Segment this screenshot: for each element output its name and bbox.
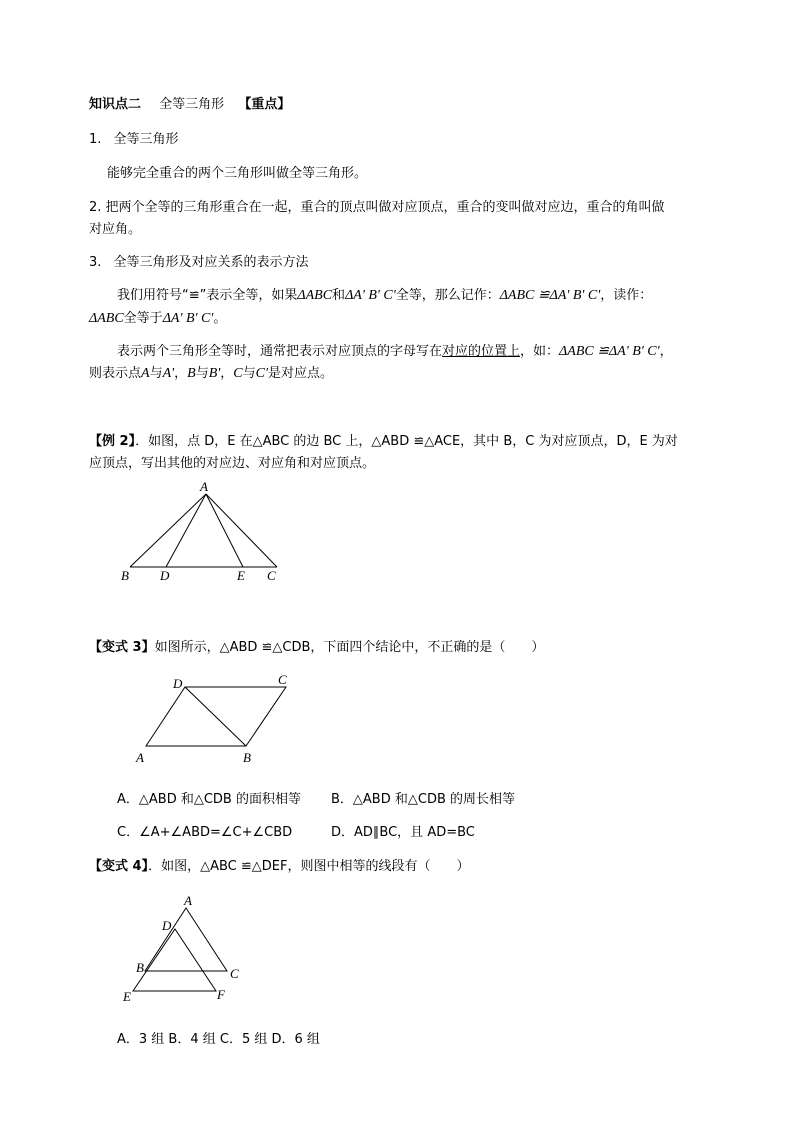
point-label: B: [187, 366, 196, 381]
formula-abc: ΔABC: [297, 288, 333, 303]
variant-3-option-c[interactable]: C．∠A+∠ABD=∠C+∠CBD: [117, 825, 293, 840]
variant-3-option-a[interactable]: A．△ABD 和△CDB 的面积相等: [117, 792, 301, 807]
point-label: C: [233, 366, 243, 381]
item-1-number: 1.: [89, 132, 102, 147]
vertex-label-b: B: [243, 750, 251, 765]
formula-congruence: ΔABC ≌ΔA' B' C': [559, 344, 660, 359]
item-2-line-1: 2. 把两个全等的三角形重合在一起，重合的顶点叫做对应顶点，重合的变叫做对应边，重合的角叫做: [89, 200, 665, 215]
example-2-text: ．如图，点 D，E 在△ABC 的边 BC 上，△ABD ≌△ACE，其中 B，C 为对应顶点，D，E 为对: [135, 434, 678, 449]
correspondence-text: ，: [174, 366, 188, 381]
formula-a-prime: ΔA' B' C': [345, 288, 396, 303]
correspondence-text: ，如：: [520, 344, 560, 359]
vertex-label-d: D: [162, 918, 172, 933]
variant-4-tag: 【变式 4】: [89, 859, 149, 874]
point-label: A: [141, 366, 150, 381]
section-label: 知识点二: [89, 97, 142, 112]
notation-text: 我们用符号“≌”表示全等，如果: [117, 288, 298, 303]
variant-3-tag: 【变式 3】: [89, 640, 155, 655]
triangle-abc: [145, 908, 227, 971]
correspondence-text: 是对应点。: [268, 366, 334, 381]
notation-text: 全等于: [123, 311, 163, 326]
point-label: C': [255, 366, 268, 381]
item-3-number: 3.: [89, 255, 102, 270]
vertex-label-c: C: [267, 568, 276, 583]
notation-text: 全等，那么记作：: [395, 288, 500, 303]
vertex-label-f: F: [217, 987, 225, 1002]
vertex-label-b: B: [121, 568, 129, 583]
point-label: B': [208, 366, 221, 381]
vertex-label-d: D: [160, 568, 170, 583]
formula-congruence: ΔABC ≌ΔA' B' C': [499, 288, 601, 303]
example-2-tag: 【例 2】: [89, 434, 136, 449]
correspondence-text: 表示两个三角形全等时，通常把表示对应顶点的字母写在: [117, 344, 443, 359]
correspondence-text: 则表示点: [89, 366, 142, 381]
variant-4-options[interactable]: A．3 组 B．4 组 C．5 组 D．6 组: [117, 1032, 320, 1047]
vertex-label-e: E: [123, 989, 131, 1004]
formula-a-prime: ΔA' B' C': [162, 311, 214, 326]
item-3-title: 全等三角形及对应关系的表示方法: [113, 255, 309, 270]
vertex-label-e: E: [237, 568, 245, 583]
triangle-def: [133, 929, 216, 991]
vertex-label-a: A: [136, 750, 144, 765]
notation-text: 和: [332, 288, 346, 303]
vertex-label-d: D: [173, 676, 183, 691]
example-2-line-2: 应顶点，写出其他的对应边、对应角和对应顶点。: [89, 456, 376, 471]
vertex-label-b: B: [136, 960, 144, 975]
vertex-label-c: C: [230, 966, 239, 981]
variant-3-option-b[interactable]: B．△ABD 和△CDB 的周长相等: [331, 792, 516, 807]
correspondence-text: ，: [659, 344, 673, 359]
variant-3-option-d[interactable]: D．AD∥BC，且 AD=BC: [331, 825, 475, 840]
point-label: A': [162, 366, 175, 381]
vertex-label-c: C: [278, 672, 287, 687]
notation-text: ，读作：: [600, 288, 653, 303]
item-2-line-2: 对应角。: [89, 222, 142, 237]
correspondence-text: ，: [220, 366, 234, 381]
vertex-label-a: A: [200, 479, 208, 494]
correspondence-text: 与: [149, 366, 163, 381]
section-title: 全等三角形: [159, 97, 225, 112]
underlined-text: 对应的位置上: [442, 344, 521, 359]
correspondence-text: 与: [195, 366, 209, 381]
item-1-title: 全等三角形: [113, 132, 179, 147]
variant-3-text: 如图所示，△ABD ≌△CDB，下面四个结论中，不正确的是（ ）: [154, 640, 545, 655]
variant-4-text: ．如图，△ABC ≌△DEF，则图中相等的线段有（ ）: [148, 859, 470, 874]
vertex-label-a: A: [184, 893, 192, 908]
correspondence-text: 与: [242, 366, 256, 381]
section-tag: 【重点】: [238, 97, 291, 112]
formula-abc: ΔABC: [89, 311, 124, 326]
item-1-definition: 能够完全重合的两个三角形叫做全等三角形。: [107, 166, 368, 181]
notation-text: 。: [213, 311, 227, 326]
